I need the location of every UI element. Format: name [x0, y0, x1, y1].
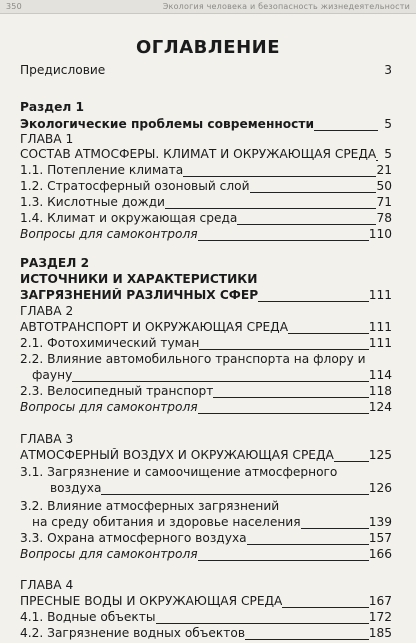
toc-entry-text: фауну — [32, 368, 73, 382]
toc-entry-text: 3.3. Охрана атмосферного воздуха — [20, 531, 247, 545]
toc-leader — [101, 493, 368, 495]
toc-entry-page: 111 — [368, 336, 392, 350]
toc-entry[interactable] — [20, 163, 392, 178]
toc-leader — [301, 527, 369, 529]
toc-entry-questions[interactable] — [20, 547, 392, 562]
toc-leader — [247, 543, 369, 545]
toc-leader — [156, 622, 369, 624]
toc-entry-page: 78 — [376, 211, 392, 225]
toc-entry-text: Предисловие — [20, 63, 106, 77]
chapter-label: ГЛАВА 3 — [20, 432, 74, 446]
toc-entry[interactable] — [20, 531, 392, 546]
toc-leader — [213, 396, 368, 398]
toc-entry[interactable] — [20, 336, 392, 351]
toc-entry[interactable] — [20, 368, 392, 383]
toc-entry-preface[interactable] — [20, 63, 392, 78]
toc-entry-line: 2.2. Влияние автомобильного транспорта на флору и — [20, 352, 366, 366]
toc-entry-text: АВТОТРАНСПОРТ И ОКРУЖАЮЩАЯ СРЕДА — [20, 320, 289, 334]
toc-entry-text: Экологические проблемы современности — [20, 117, 314, 131]
toc-entry-text: Вопросы для самоконтроля — [20, 547, 198, 561]
running-header — [0, 0, 416, 14]
toc-entry-page: 5 — [384, 147, 392, 161]
toc-entry-page: 166 — [368, 547, 392, 561]
toc-entry[interactable] — [20, 384, 392, 399]
toc-leader — [199, 348, 368, 350]
toc-entry-chapter-4[interactable] — [20, 594, 392, 609]
toc-leader — [258, 300, 369, 302]
toc-entry-page: 21 — [376, 163, 392, 177]
toc-leader — [183, 175, 376, 177]
toc-entry-page: 50 — [376, 179, 392, 193]
toc-entry[interactable] — [20, 481, 392, 496]
toc-entry-questions[interactable] — [20, 400, 392, 415]
running-header-page: 350 — [6, 2, 22, 11]
toc-entry-text: СОСТАВ АТМОСФЕРЫ. КЛИМАТ И ОКРУЖАЮЩАЯ СРЕДА — [20, 147, 377, 161]
toc-entry-page: 124 — [368, 400, 392, 414]
toc-leader — [334, 460, 369, 462]
toc-entry-page: 185 — [368, 626, 392, 640]
toc-entry-text: ПРЕСНЫЕ ВОДЫ И ОКРУЖАЮЩАЯ СРЕДА — [20, 594, 283, 608]
toc-entry-section-2[interactable] — [20, 288, 392, 303]
toc-entry-text: 2.3. Велосипедный транспорт — [20, 384, 214, 398]
toc-entry-page: 125 — [368, 448, 392, 462]
page-title: ОГЛАВЛЕНИЕ — [135, 37, 281, 58]
toc-entry-text: 1.4. Климат и окружающая среда — [20, 211, 238, 225]
toc-leader — [198, 239, 369, 241]
toc-entry-text: 1.3. Кислотные дожди — [20, 195, 165, 209]
toc-entry-text: 4.2. Загрязнение водных объектов — [20, 626, 246, 640]
toc-entry-page: 126 — [368, 481, 392, 495]
toc-leader — [165, 207, 377, 209]
toc-entry-page: 139 — [368, 515, 392, 529]
toc-entry-page: 114 — [368, 368, 392, 382]
toc-leader — [288, 332, 369, 334]
toc-entry-text: 2.1. Фотохимический туман — [20, 336, 200, 350]
running-header-title: Экология человека и безопасность жизнедеятельности — [162, 2, 410, 11]
toc-entry-page: 71 — [376, 195, 392, 209]
toc-entry[interactable] — [20, 610, 392, 625]
toc-entry-text: 4.1. Водные объекты — [20, 610, 156, 624]
toc-entry-text: 1.1. Потепление климата — [20, 163, 184, 177]
toc-leader — [314, 129, 378, 131]
toc-entry-text: ЗАГРЯЗНЕНИЙ РАЗЛИЧНЫХ СФЕР — [20, 288, 259, 302]
toc-leader — [72, 380, 368, 382]
toc-entry[interactable] — [20, 626, 392, 641]
toc-entry-page: 3 — [384, 63, 392, 77]
toc-leader — [198, 559, 369, 561]
toc-entry-page: 167 — [368, 594, 392, 608]
toc-leader — [198, 412, 369, 414]
toc-leader — [105, 76, 378, 77]
toc-leader — [250, 191, 377, 193]
toc-entry-page: 5 — [384, 117, 392, 131]
section-label: Раздел 1 — [20, 100, 84, 114]
toc-entry-page: 110 — [368, 227, 392, 241]
toc-entry-chapter-3[interactable] — [20, 448, 392, 463]
toc-entry[interactable] — [20, 195, 392, 210]
toc-leader — [245, 638, 369, 640]
chapter-label: ГЛАВА 2 — [20, 304, 74, 318]
toc-entry-questions[interactable] — [20, 227, 392, 242]
toc-entry-text: 1.2. Стратосферный озоновый слой — [20, 179, 250, 193]
toc-entry-chapter-2[interactable] — [20, 320, 392, 335]
section-label: РАЗДЕЛ 2 — [20, 256, 90, 270]
toc-entry-page: 111 — [368, 320, 392, 334]
toc-entry-line: 3.2. Влияние атмосферных загрязнений — [20, 499, 280, 513]
toc-leader — [237, 223, 376, 225]
toc-entry-section-1[interactable] — [20, 117, 392, 132]
toc-entry-text: Вопросы для самоконтроля — [20, 227, 198, 241]
toc-entry-text: АТМОСФЕРНЫЙ ВОЗДУХ И ОКРУЖАЮЩАЯ СРЕДА — [20, 448, 334, 462]
toc-entry-chapter-1[interactable] — [20, 147, 392, 162]
toc-entry[interactable] — [20, 179, 392, 194]
chapter-label: ГЛАВА 1 — [20, 132, 74, 146]
toc-entry-text: на среду обитания и здоровье населения — [32, 515, 301, 529]
toc-entry-text: Вопросы для самоконтроля — [20, 400, 198, 414]
chapter-label: ГЛАВА 4 — [20, 578, 74, 592]
toc-leader — [282, 606, 368, 608]
toc-entry-page: 111 — [368, 288, 392, 302]
toc-entry[interactable] — [20, 211, 392, 226]
toc-entry-text: воздуха — [50, 481, 102, 495]
toc-entry[interactable] — [20, 515, 392, 530]
toc-entry-page: 157 — [368, 531, 392, 545]
toc-entry-page: 118 — [368, 384, 392, 398]
section-title-line: ИСТОЧНИКИ И ХАРАКТЕРИСТИКИ — [20, 272, 258, 286]
toc-entry-line: 3.1. Загрязнение и самоочищение атмосферного — [20, 465, 338, 479]
toc-entry-page: 172 — [368, 610, 392, 624]
